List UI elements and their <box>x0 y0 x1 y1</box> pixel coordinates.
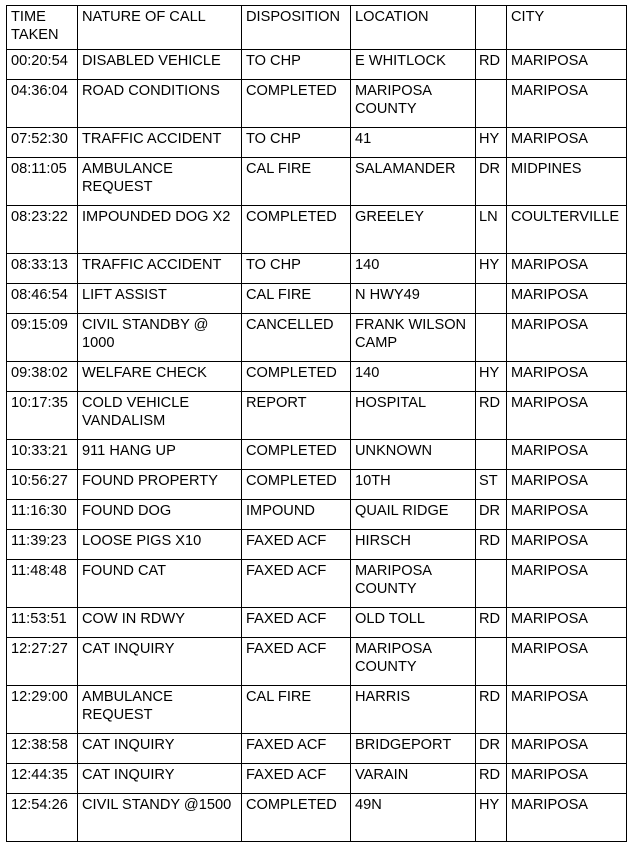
cell-city: MARIPOSA <box>507 638 627 686</box>
table-row <box>7 158 627 206</box>
cell-disposition: FAXED ACF <box>242 734 351 764</box>
cell-nature-of-call: FOUND CAT <box>78 560 242 608</box>
cell-nature-of-call: CAT INQUIRY <box>78 764 242 794</box>
cell-location: 10TH <box>351 470 476 500</box>
cell-time-taken: 08:46:54 <box>7 284 78 314</box>
cell-location: QUAIL RIDGE <box>351 500 476 530</box>
cell-street-type <box>476 284 507 314</box>
cell-street-type: RD <box>476 50 507 80</box>
header-time-taken: TIME TAKEN <box>7 6 78 50</box>
cell-time-taken: 12:44:35 <box>7 764 78 794</box>
table-row <box>7 470 627 500</box>
cell-location: 41 <box>351 128 476 158</box>
cell-city: MARIPOSA <box>507 470 627 500</box>
cell-city: MARIPOSA <box>507 530 627 560</box>
cell-street-type <box>476 80 507 128</box>
table-row <box>7 50 627 80</box>
table-row <box>7 362 627 392</box>
cell-nature-of-call: TRAFFIC ACCIDENT <box>78 254 242 284</box>
cell-disposition: COMPLETED <box>242 362 351 392</box>
cell-street-type: HY <box>476 794 507 842</box>
cell-street-type <box>476 314 507 362</box>
cell-nature-of-call: CIVIL STANDBY @ 1000 <box>78 314 242 362</box>
table-row <box>7 608 627 638</box>
cell-disposition: COMPLETED <box>242 80 351 128</box>
cell-city: MARIPOSA <box>507 686 627 734</box>
cell-city: COULTERVILLE <box>507 206 627 254</box>
cell-city: MARIPOSA <box>507 794 627 842</box>
cell-city: MARIPOSA <box>507 80 627 128</box>
cell-street-type: DR <box>476 734 507 764</box>
table-row <box>7 392 627 440</box>
cell-street-type: ST <box>476 470 507 500</box>
cell-disposition: FAXED ACF <box>242 638 351 686</box>
cell-location: GREELEY <box>351 206 476 254</box>
cell-time-taken: 12:54:26 <box>7 794 78 842</box>
cell-time-taken: 07:52:30 <box>7 128 78 158</box>
cell-time-taken: 11:53:51 <box>7 608 78 638</box>
table-row <box>7 794 627 842</box>
cell-time-taken: 12:38:58 <box>7 734 78 764</box>
call-log-table <box>6 5 627 842</box>
cell-location: UNKNOWN <box>351 440 476 470</box>
cell-time-taken: 12:27:27 <box>7 638 78 686</box>
header-nature-of-call: NATURE OF CALL <box>78 6 242 50</box>
cell-nature-of-call: 911 HANG UP <box>78 440 242 470</box>
cell-street-type: HY <box>476 254 507 284</box>
cell-street-type: RD <box>476 608 507 638</box>
table-row <box>7 80 627 128</box>
cell-time-taken: 04:36:04 <box>7 80 78 128</box>
cell-nature-of-call: LOOSE PIGS X10 <box>78 530 242 560</box>
cell-street-type: HY <box>476 128 507 158</box>
cell-disposition: FAXED ACF <box>242 560 351 608</box>
table-row <box>7 314 627 362</box>
header-row <box>7 6 627 50</box>
cell-city: MARIPOSA <box>507 560 627 608</box>
cell-location: MARIPOSA COUNTY <box>351 638 476 686</box>
cell-location: N HWY49 <box>351 284 476 314</box>
table-row <box>7 254 627 284</box>
cell-city: MARIPOSA <box>507 734 627 764</box>
cell-street-type: RD <box>476 530 507 560</box>
cell-disposition: FAXED ACF <box>242 764 351 794</box>
cell-street-type <box>476 560 507 608</box>
table-row <box>7 764 627 794</box>
table-row <box>7 284 627 314</box>
cell-disposition: FAXED ACF <box>242 608 351 638</box>
cell-street-type <box>476 440 507 470</box>
cell-time-taken: 09:38:02 <box>7 362 78 392</box>
cell-city: MARIPOSA <box>507 362 627 392</box>
cell-nature-of-call: IMPOUNDED DOG X2 <box>78 206 242 254</box>
cell-city: MIDPINES <box>507 158 627 206</box>
cell-time-taken: 08:23:22 <box>7 206 78 254</box>
cell-location: OLD TOLL <box>351 608 476 638</box>
cell-disposition: TO CHP <box>242 50 351 80</box>
cell-disposition: TO CHP <box>242 128 351 158</box>
header-city: CITY <box>507 6 627 50</box>
cell-street-type: RD <box>476 764 507 794</box>
cell-city: MARIPOSA <box>507 284 627 314</box>
cell-street-type <box>476 638 507 686</box>
cell-time-taken: 11:39:23 <box>7 530 78 560</box>
cell-time-taken: 12:29:00 <box>7 686 78 734</box>
cell-disposition: CAL FIRE <box>242 158 351 206</box>
cell-city: MARIPOSA <box>507 764 627 794</box>
cell-location: E WHITLOCK <box>351 50 476 80</box>
cell-time-taken: 00:20:54 <box>7 50 78 80</box>
header-street-type <box>476 6 507 50</box>
cell-nature-of-call: CIVIL STANDY @1500 <box>78 794 242 842</box>
cell-location: 140 <box>351 254 476 284</box>
cell-city: MARIPOSA <box>507 500 627 530</box>
cell-street-type: RD <box>476 392 507 440</box>
cell-nature-of-call: CAT INQUIRY <box>78 638 242 686</box>
cell-time-taken: 10:33:21 <box>7 440 78 470</box>
cell-location: MARIPOSA COUNTY <box>351 560 476 608</box>
cell-disposition: IMPOUND <box>242 500 351 530</box>
cell-nature-of-call: TRAFFIC ACCIDENT <box>78 128 242 158</box>
cell-city: MARIPOSA <box>507 314 627 362</box>
cell-nature-of-call: FOUND PROPERTY <box>78 470 242 500</box>
table-body <box>7 50 627 842</box>
cell-street-type: DR <box>476 158 507 206</box>
table-row <box>7 734 627 764</box>
table-row <box>7 128 627 158</box>
cell-disposition: COMPLETED <box>242 470 351 500</box>
cell-location: FRANK WILSON CAMP <box>351 314 476 362</box>
cell-disposition: REPORT <box>242 392 351 440</box>
cell-time-taken: 10:17:35 <box>7 392 78 440</box>
cell-nature-of-call: CAT INQUIRY <box>78 734 242 764</box>
cell-location: VARAIN <box>351 764 476 794</box>
table-row <box>7 638 627 686</box>
cell-nature-of-call: LIFT ASSIST <box>78 284 242 314</box>
cell-nature-of-call: AMBULANCE REQUEST <box>78 686 242 734</box>
header-disposition: DISPOSITION <box>242 6 351 50</box>
cell-nature-of-call: FOUND DOG <box>78 500 242 530</box>
cell-location: HOSPITAL <box>351 392 476 440</box>
cell-location: 49N <box>351 794 476 842</box>
cell-nature-of-call: COLD VEHICLE VANDALISM <box>78 392 242 440</box>
cell-nature-of-call: AMBULANCE REQUEST <box>78 158 242 206</box>
table-row <box>7 500 627 530</box>
cell-disposition: COMPLETED <box>242 206 351 254</box>
cell-nature-of-call: WELFARE CHECK <box>78 362 242 392</box>
cell-nature-of-call: ROAD CONDITIONS <box>78 80 242 128</box>
cell-time-taken: 11:16:30 <box>7 500 78 530</box>
cell-city: MARIPOSA <box>507 392 627 440</box>
cell-nature-of-call: COW IN RDWY <box>78 608 242 638</box>
cell-disposition: FAXED ACF <box>242 530 351 560</box>
cell-city: MARIPOSA <box>507 440 627 470</box>
cell-time-taken: 10:56:27 <box>7 470 78 500</box>
table-row <box>7 560 627 608</box>
cell-city: MARIPOSA <box>507 50 627 80</box>
table-row <box>7 686 627 734</box>
cell-location: 140 <box>351 362 476 392</box>
table-row <box>7 206 627 254</box>
cell-location: HARRIS <box>351 686 476 734</box>
cell-disposition: COMPLETED <box>242 440 351 470</box>
cell-location: SALAMANDER <box>351 158 476 206</box>
cell-time-taken: 08:33:13 <box>7 254 78 284</box>
cell-time-taken: 08:11:05 <box>7 158 78 206</box>
cell-location: HIRSCH <box>351 530 476 560</box>
table-row <box>7 440 627 470</box>
cell-street-type: HY <box>476 362 507 392</box>
cell-disposition: COMPLETED <box>242 794 351 842</box>
cell-disposition: CAL FIRE <box>242 284 351 314</box>
cell-nature-of-call: DISABLED VEHICLE <box>78 50 242 80</box>
cell-location: BRIDGEPORT <box>351 734 476 764</box>
cell-street-type: LN <box>476 206 507 254</box>
header-location: LOCATION <box>351 6 476 50</box>
cell-disposition: CANCELLED <box>242 314 351 362</box>
cell-street-type: DR <box>476 500 507 530</box>
cell-time-taken: 09:15:09 <box>7 314 78 362</box>
cell-city: MARIPOSA <box>507 254 627 284</box>
cell-disposition: CAL FIRE <box>242 686 351 734</box>
cell-location: MARIPOSA COUNTY <box>351 80 476 128</box>
cell-time-taken: 11:48:48 <box>7 560 78 608</box>
cell-street-type: RD <box>476 686 507 734</box>
table-row <box>7 530 627 560</box>
cell-city: MARIPOSA <box>507 128 627 158</box>
cell-city: MARIPOSA <box>507 608 627 638</box>
cell-disposition: TO CHP <box>242 254 351 284</box>
